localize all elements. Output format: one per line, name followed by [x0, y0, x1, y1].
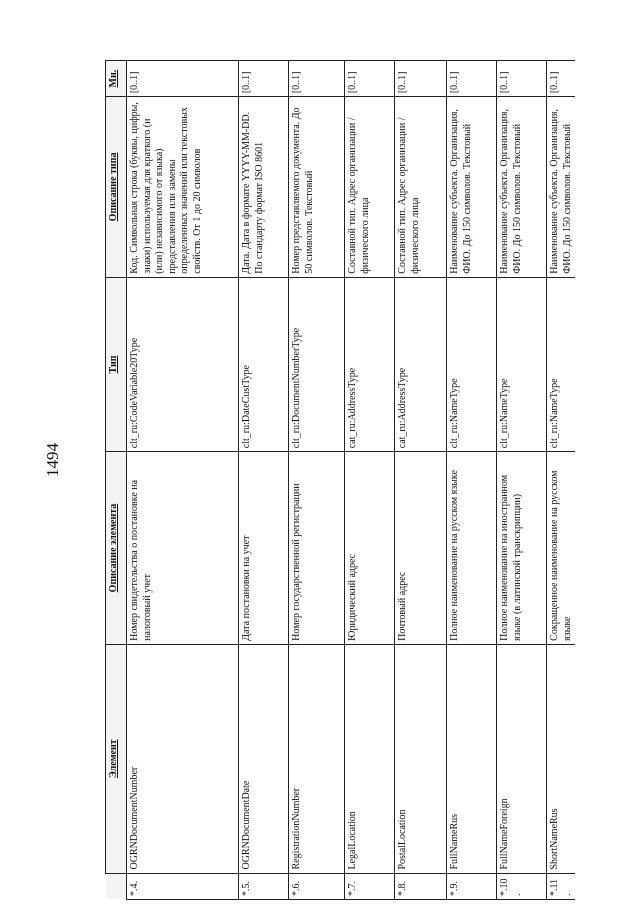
rotated-table-frame [105, 60, 575, 900]
header-type-desc: Описание типа [106, 97, 127, 278]
table-row [289, 61, 345, 900]
row-type-desc: Код. Символьная строка (буквы, цифры, знаки) используемая для краткого (и (или) независимого от языка) представления или замены определенных значений или текстовых свойств. От 1 до 20 символов [127, 97, 239, 278]
row-type: cat_ru:AddressType [345, 277, 395, 452]
row-number: *.5. [239, 873, 289, 899]
page-number [38, 440, 68, 480]
row-type: clt_ru:NameType [497, 277, 547, 452]
row-number: *.4. [127, 873, 239, 899]
row-element: ShortNameRus [547, 644, 576, 873]
table-row [447, 61, 497, 900]
row-mult: [0..1] [345, 61, 395, 97]
header-mult: Мн. [106, 61, 127, 97]
row-element-desc: Полное наименование на иностранном языке (в латинской транскрипции) [497, 452, 547, 645]
row-element-desc: Номер государственной регистрации [289, 452, 345, 645]
table-container [105, 60, 575, 900]
row-number: *.9. [447, 873, 497, 899]
row-mult: [0..1] [447, 61, 497, 97]
row-element-desc: Номер свидетельства о постановке на налоговый учет [127, 452, 239, 645]
row-element: OGRNDocumentDate [239, 644, 289, 873]
row-element-desc: Дата постановки на учет [239, 452, 289, 645]
row-type: clt_ru:CodeVariable20Type [127, 277, 239, 452]
row-element-desc: Юридический адрес [345, 452, 395, 645]
row-element: OGRNDocumentNumber [127, 644, 239, 873]
header-element: Элемент [106, 644, 127, 873]
table-row [239, 61, 289, 900]
row-element: FullNameForeign [497, 644, 547, 873]
row-mult: [0..1] [289, 61, 345, 97]
row-mult: [0..1] [497, 61, 547, 97]
row-type-desc: Наименование субъекта. Организация, ФИО. До 150 символов. Текстовый [547, 97, 576, 278]
table-row [547, 61, 576, 900]
row-element-desc: Полное наименование на русском языке [447, 452, 497, 645]
table-row [127, 61, 239, 900]
row-mult: [0..1] [395, 61, 447, 97]
element-table [105, 60, 575, 900]
table-row [497, 61, 547, 900]
row-type-desc: Наименование субъекта. Организация, ФИО. До 150 символов. Текстовый [497, 97, 547, 278]
row-type: clt_ru:DocumentNumberType [289, 277, 345, 452]
row-element: PostalLocation [395, 644, 447, 873]
row-element: FullNameRus [447, 644, 497, 873]
row-type-desc: Составной тип. Адрес организации / физического лица [345, 97, 395, 278]
row-number: *.6. [289, 873, 345, 899]
row-element-desc: Сокращенное наименование на русском языке [547, 452, 576, 645]
row-type-desc: Наименование субъекта. Организация, ФИО. До 150 символов. Текстовый [447, 97, 497, 278]
row-number: *.7. [345, 873, 395, 899]
row-mult: [0..1] [127, 61, 239, 97]
table-row [395, 61, 447, 900]
row-mult: [0..1] [547, 61, 576, 97]
row-type-desc: Дата. Дата в формате YYYY-MM-DD. По стандарту формат ISO 8601 [239, 97, 289, 278]
row-type-desc: Составной тип. Адрес организации / физического лица [395, 97, 447, 278]
header-element-desc: Описание элемента [106, 452, 127, 645]
header-blank [106, 873, 127, 899]
row-number: *.10. [497, 873, 547, 899]
table-header-row [106, 61, 127, 900]
row-element: RegistrationNumber [289, 644, 345, 873]
row-element-desc: Почтовый адрес [395, 452, 447, 645]
table-row [345, 61, 395, 900]
header-type: Тип [106, 277, 127, 452]
row-type-desc: Номер представляемого документа. До 50 символов. Текстовый [289, 97, 345, 278]
row-number: *.8. [395, 873, 447, 899]
page-number-text: 1494 [43, 443, 62, 477]
row-type: clt_ru:DateCustType [239, 277, 289, 452]
row-number: *.11. [547, 873, 576, 899]
row-type: clt_ru:NameType [547, 277, 576, 452]
row-type: clt_ru:NameType [447, 277, 497, 452]
row-mult: [0..1] [239, 61, 289, 97]
row-element: LegalLocation [345, 644, 395, 873]
row-type: cat_ru:AddressType [395, 277, 447, 452]
